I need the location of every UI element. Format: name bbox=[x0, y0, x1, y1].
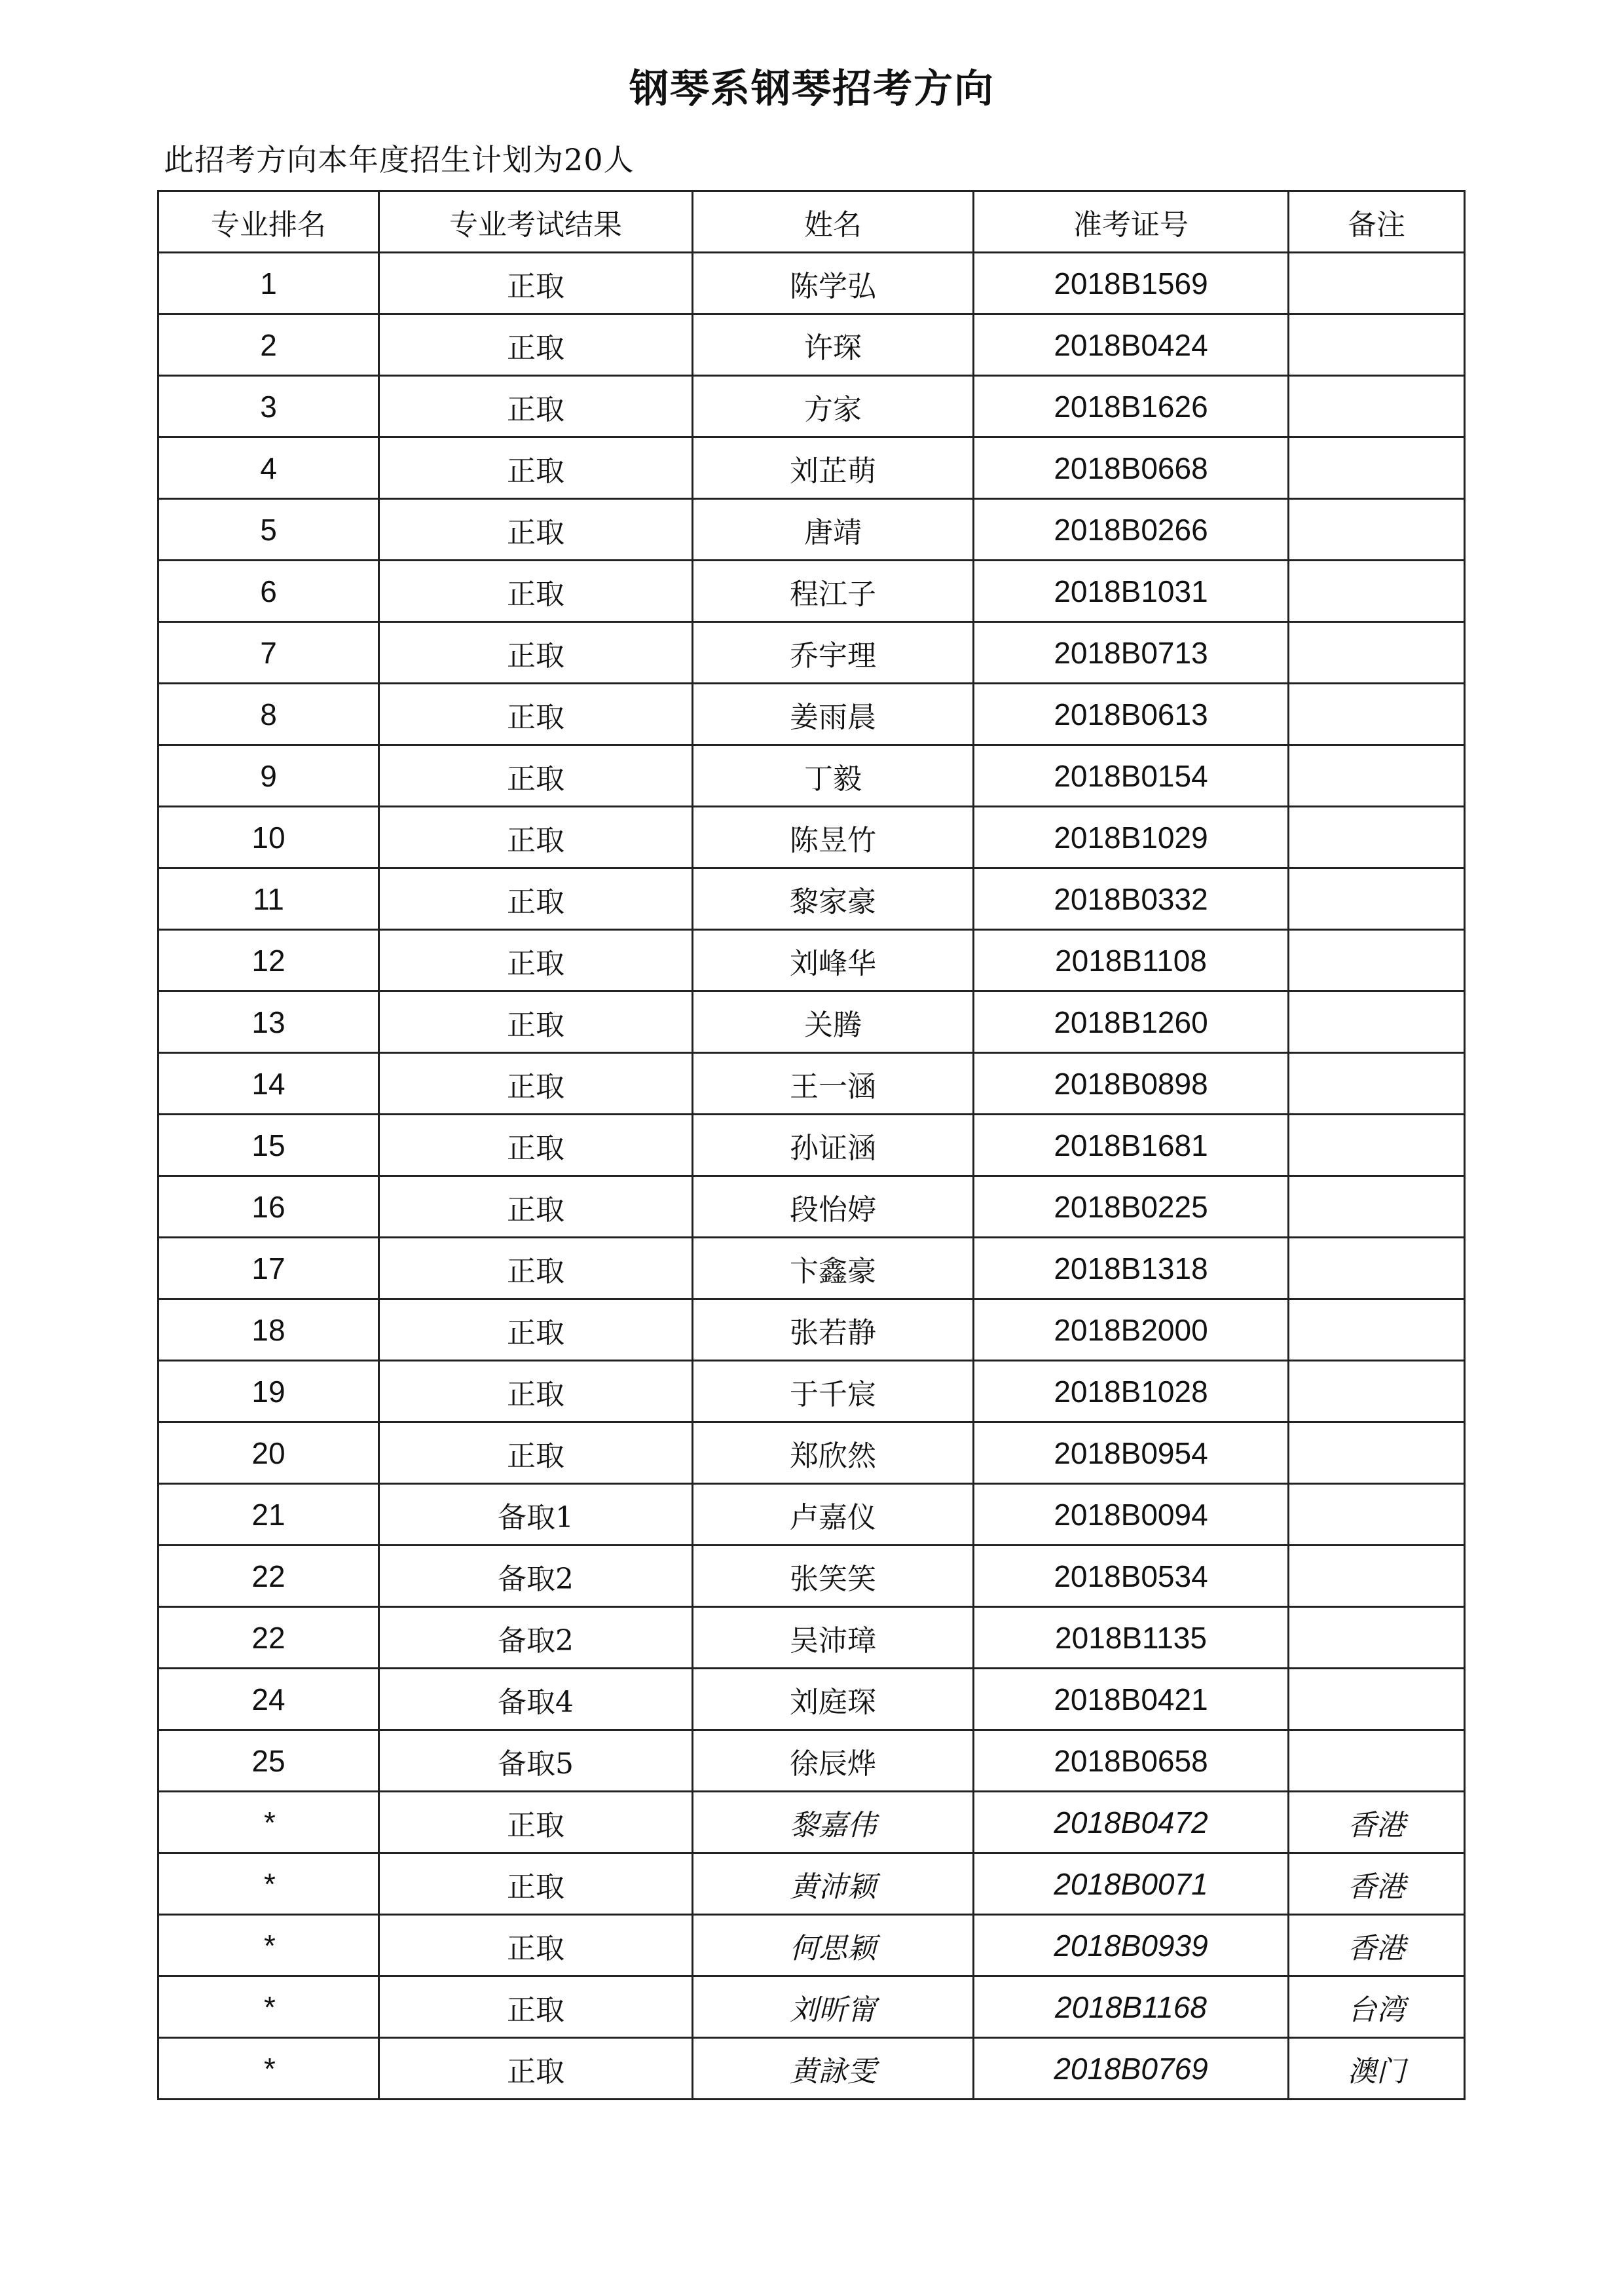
cell-result: 正取 bbox=[379, 745, 693, 807]
cell-result: 正取 bbox=[379, 1299, 693, 1361]
cell-note bbox=[1289, 1361, 1465, 1422]
cell-result: 正取 bbox=[379, 807, 693, 868]
cell-exam-number: 2018B2000 bbox=[974, 1299, 1289, 1361]
cell-note bbox=[1289, 1115, 1465, 1176]
cell-exam-number: 2018B0534 bbox=[974, 1546, 1289, 1607]
cell-name: 黎家豪 bbox=[693, 868, 974, 930]
cell-rank: * bbox=[158, 1976, 379, 2038]
cell-result: 正取 bbox=[379, 1915, 693, 1976]
cell-exam-number: 2018B1569 bbox=[974, 253, 1289, 314]
cell-name: 卢嘉仪 bbox=[693, 1484, 974, 1546]
cell-name: 黄沛颖 bbox=[693, 1853, 974, 1915]
header-rank: 专业排名 bbox=[158, 191, 379, 253]
table-row bbox=[158, 1976, 1465, 2038]
cell-exam-number: 2018B1626 bbox=[974, 376, 1289, 437]
admission-table bbox=[157, 190, 1466, 2100]
cell-result: 正取 bbox=[379, 1976, 693, 2038]
cell-exam-number: 2018B0954 bbox=[974, 1422, 1289, 1484]
table-row bbox=[158, 1115, 1465, 1176]
cell-note bbox=[1289, 376, 1465, 437]
cell-rank: 4 bbox=[158, 437, 379, 499]
cell-rank: 22 bbox=[158, 1607, 379, 1669]
table-row bbox=[158, 991, 1465, 1053]
cell-result: 正取 bbox=[379, 2038, 693, 2100]
cell-name: 刘峰华 bbox=[693, 930, 974, 991]
cell-name: 黎嘉伟 bbox=[693, 1792, 974, 1853]
cell-rank: 25 bbox=[158, 1730, 379, 1792]
cell-rank: 18 bbox=[158, 1299, 379, 1361]
cell-exam-number: 2018B1028 bbox=[974, 1361, 1289, 1422]
cell-exam-number: 2018B1031 bbox=[974, 561, 1289, 622]
cell-name: 孙证涵 bbox=[693, 1115, 974, 1176]
cell-rank: 6 bbox=[158, 561, 379, 622]
cell-name: 刘昕甯 bbox=[693, 1976, 974, 2038]
cell-name: 方家 bbox=[693, 376, 974, 437]
table-body bbox=[158, 253, 1465, 2100]
cell-rank: 15 bbox=[158, 1115, 379, 1176]
cell-result: 备取2 bbox=[379, 1546, 693, 1607]
cell-name: 陈学弘 bbox=[693, 253, 974, 314]
cell-rank: 9 bbox=[158, 745, 379, 807]
cell-note bbox=[1289, 1607, 1465, 1669]
cell-name: 段怡婷 bbox=[693, 1176, 974, 1238]
table-row bbox=[158, 1669, 1465, 1730]
cell-name: 徐辰烨 bbox=[693, 1730, 974, 1792]
header-row bbox=[158, 191, 1465, 253]
cell-rank: 7 bbox=[158, 622, 379, 684]
cell-rank: 8 bbox=[158, 684, 379, 745]
cell-result: 备取4 bbox=[379, 1669, 693, 1730]
cell-rank: 11 bbox=[158, 868, 379, 930]
cell-rank: * bbox=[158, 1792, 379, 1853]
cell-exam-number: 2018B1318 bbox=[974, 1238, 1289, 1299]
cell-rank: 16 bbox=[158, 1176, 379, 1238]
cell-exam-number: 2018B0225 bbox=[974, 1176, 1289, 1238]
table-row bbox=[158, 684, 1465, 745]
enrollment-plan-note: 此招考方向本年度招生计划为20人 bbox=[164, 142, 635, 177]
cell-result: 备取1 bbox=[379, 1484, 693, 1546]
header-result: 专业考试结果 bbox=[379, 191, 693, 253]
cell-exam-number: 2018B0713 bbox=[974, 622, 1289, 684]
table-row bbox=[158, 745, 1465, 807]
cell-name: 张笑笑 bbox=[693, 1546, 974, 1607]
cell-name: 何思颖 bbox=[693, 1915, 974, 1976]
cell-rank: 24 bbox=[158, 1669, 379, 1730]
cell-result: 正取 bbox=[379, 1792, 693, 1853]
cell-rank: 2 bbox=[158, 314, 379, 376]
cell-name: 张若静 bbox=[693, 1299, 974, 1361]
cell-rank: 3 bbox=[158, 376, 379, 437]
table-row bbox=[158, 253, 1465, 314]
table-row bbox=[158, 499, 1465, 561]
cell-note bbox=[1289, 868, 1465, 930]
cell-result: 正取 bbox=[379, 1053, 693, 1115]
cell-note bbox=[1289, 1484, 1465, 1546]
cell-result: 正取 bbox=[379, 1853, 693, 1915]
cell-note bbox=[1289, 499, 1465, 561]
header-note: 备注 bbox=[1289, 191, 1465, 253]
table-row bbox=[158, 622, 1465, 684]
cell-result: 正取 bbox=[379, 991, 693, 1053]
cell-rank: 17 bbox=[158, 1238, 379, 1299]
cell-exam-number: 2018B0421 bbox=[974, 1669, 1289, 1730]
cell-exam-number: 2018B0094 bbox=[974, 1484, 1289, 1546]
table-row bbox=[158, 1422, 1465, 1484]
cell-note bbox=[1289, 807, 1465, 868]
cell-exam-number: 2018B0939 bbox=[974, 1915, 1289, 1976]
cell-note bbox=[1289, 1730, 1465, 1792]
cell-note bbox=[1289, 561, 1465, 622]
table-row bbox=[158, 1915, 1465, 1976]
cell-name: 王一涵 bbox=[693, 1053, 974, 1115]
header-name: 姓名 bbox=[693, 191, 974, 253]
table-row bbox=[158, 1238, 1465, 1299]
cell-result: 正取 bbox=[379, 1361, 693, 1422]
cell-name: 于千宸 bbox=[693, 1361, 974, 1422]
cell-rank: 10 bbox=[158, 807, 379, 868]
cell-result: 正取 bbox=[379, 684, 693, 745]
table-row bbox=[158, 561, 1465, 622]
cell-result: 正取 bbox=[379, 1176, 693, 1238]
cell-exam-number: 2018B0424 bbox=[974, 314, 1289, 376]
cell-exam-number: 2018B0613 bbox=[974, 684, 1289, 745]
cell-exam-number: 2018B1135 bbox=[974, 1607, 1289, 1669]
cell-exam-number: 2018B0668 bbox=[974, 437, 1289, 499]
cell-exam-number: 2018B0071 bbox=[974, 1853, 1289, 1915]
cell-note bbox=[1289, 1422, 1465, 1484]
cell-result: 正取 bbox=[379, 437, 693, 499]
table-row bbox=[158, 1053, 1465, 1115]
cell-exam-number: 2018B0266 bbox=[974, 499, 1289, 561]
table-row bbox=[158, 868, 1465, 930]
cell-note: 香港 bbox=[1289, 1792, 1465, 1853]
cell-name: 关腾 bbox=[693, 991, 974, 1053]
cell-name: 丁毅 bbox=[693, 745, 974, 807]
cell-result: 备取5 bbox=[379, 1730, 693, 1792]
cell-result: 正取 bbox=[379, 622, 693, 684]
cell-name: 唐靖 bbox=[693, 499, 974, 561]
table-row bbox=[158, 1607, 1465, 1669]
cell-rank: 13 bbox=[158, 991, 379, 1053]
table-row bbox=[158, 930, 1465, 991]
cell-rank: 20 bbox=[158, 1422, 379, 1484]
table-row bbox=[158, 1176, 1465, 1238]
cell-result: 正取 bbox=[379, 376, 693, 437]
cell-note: 澳门 bbox=[1289, 2038, 1465, 2100]
cell-name: 黄詠雯 bbox=[693, 2038, 974, 2100]
cell-rank: * bbox=[158, 1915, 379, 1976]
cell-result: 正取 bbox=[379, 314, 693, 376]
cell-note bbox=[1289, 437, 1465, 499]
cell-rank: 21 bbox=[158, 1484, 379, 1546]
cell-note bbox=[1289, 1176, 1465, 1238]
cell-exam-number: 2018B0898 bbox=[974, 1053, 1289, 1115]
cell-name: 刘芷萌 bbox=[693, 437, 974, 499]
cell-name: 郑欣然 bbox=[693, 1422, 974, 1484]
cell-rank: * bbox=[158, 2038, 379, 2100]
page-title: 钢琴系钢琴招考方向 bbox=[629, 66, 995, 112]
cell-rank: 19 bbox=[158, 1361, 379, 1422]
cell-name: 吴沛璋 bbox=[693, 1607, 974, 1669]
cell-result: 正取 bbox=[379, 930, 693, 991]
cell-name: 卞鑫豪 bbox=[693, 1238, 974, 1299]
cell-note: 香港 bbox=[1289, 1853, 1465, 1915]
cell-note bbox=[1289, 745, 1465, 807]
table-row bbox=[158, 1730, 1465, 1792]
cell-result: 正取 bbox=[379, 561, 693, 622]
cell-rank: 22 bbox=[158, 1546, 379, 1607]
cell-note bbox=[1289, 1238, 1465, 1299]
table-row bbox=[158, 1361, 1465, 1422]
cell-note bbox=[1289, 253, 1465, 314]
cell-note bbox=[1289, 930, 1465, 991]
cell-note: 台湾 bbox=[1289, 1976, 1465, 2038]
cell-name: 程江子 bbox=[693, 561, 974, 622]
header-exam-number: 准考证号 bbox=[974, 191, 1289, 253]
cell-note bbox=[1289, 1299, 1465, 1361]
table-header bbox=[158, 191, 1465, 253]
cell-note bbox=[1289, 1669, 1465, 1730]
cell-note bbox=[1289, 1053, 1465, 1115]
cell-result: 正取 bbox=[379, 253, 693, 314]
cell-exam-number: 2018B0332 bbox=[974, 868, 1289, 930]
table-row bbox=[158, 376, 1465, 437]
table-row bbox=[158, 1484, 1465, 1546]
cell-name: 姜雨晨 bbox=[693, 684, 974, 745]
cell-result: 正取 bbox=[379, 1422, 693, 1484]
cell-name: 刘庭琛 bbox=[693, 1669, 974, 1730]
cell-result: 正取 bbox=[379, 1238, 693, 1299]
cell-name: 许琛 bbox=[693, 314, 974, 376]
table-row bbox=[158, 1299, 1465, 1361]
cell-result: 正取 bbox=[379, 1115, 693, 1176]
cell-result: 正取 bbox=[379, 499, 693, 561]
cell-rank: 1 bbox=[158, 253, 379, 314]
table-row bbox=[158, 1792, 1465, 1853]
cell-exam-number: 2018B1108 bbox=[974, 930, 1289, 991]
table-row bbox=[158, 314, 1465, 376]
cell-note: 香港 bbox=[1289, 1915, 1465, 1976]
cell-result: 备取2 bbox=[379, 1607, 693, 1669]
cell-rank: 5 bbox=[158, 499, 379, 561]
table-row bbox=[158, 1853, 1465, 1915]
cell-note bbox=[1289, 314, 1465, 376]
cell-name: 陈昱竹 bbox=[693, 807, 974, 868]
cell-exam-number: 2018B0154 bbox=[974, 745, 1289, 807]
table-row bbox=[158, 437, 1465, 499]
cell-note bbox=[1289, 991, 1465, 1053]
cell-rank: 14 bbox=[158, 1053, 379, 1115]
cell-exam-number: 2018B1029 bbox=[974, 807, 1289, 868]
cell-name: 乔宇理 bbox=[693, 622, 974, 684]
cell-note bbox=[1289, 1546, 1465, 1607]
cell-rank: * bbox=[158, 1853, 379, 1915]
cell-exam-number: 2018B0769 bbox=[974, 2038, 1289, 2100]
cell-exam-number: 2018B1681 bbox=[974, 1115, 1289, 1176]
cell-note bbox=[1289, 684, 1465, 745]
table-row bbox=[158, 807, 1465, 868]
cell-exam-number: 2018B0658 bbox=[974, 1730, 1289, 1792]
table-row bbox=[158, 1546, 1465, 1607]
cell-exam-number: 2018B1168 bbox=[974, 1976, 1289, 2038]
cell-note bbox=[1289, 622, 1465, 684]
cell-exam-number: 2018B0472 bbox=[974, 1792, 1289, 1853]
cell-rank: 12 bbox=[158, 930, 379, 991]
cell-result: 正取 bbox=[379, 868, 693, 930]
table-row bbox=[158, 2038, 1465, 2100]
cell-exam-number: 2018B1260 bbox=[974, 991, 1289, 1053]
